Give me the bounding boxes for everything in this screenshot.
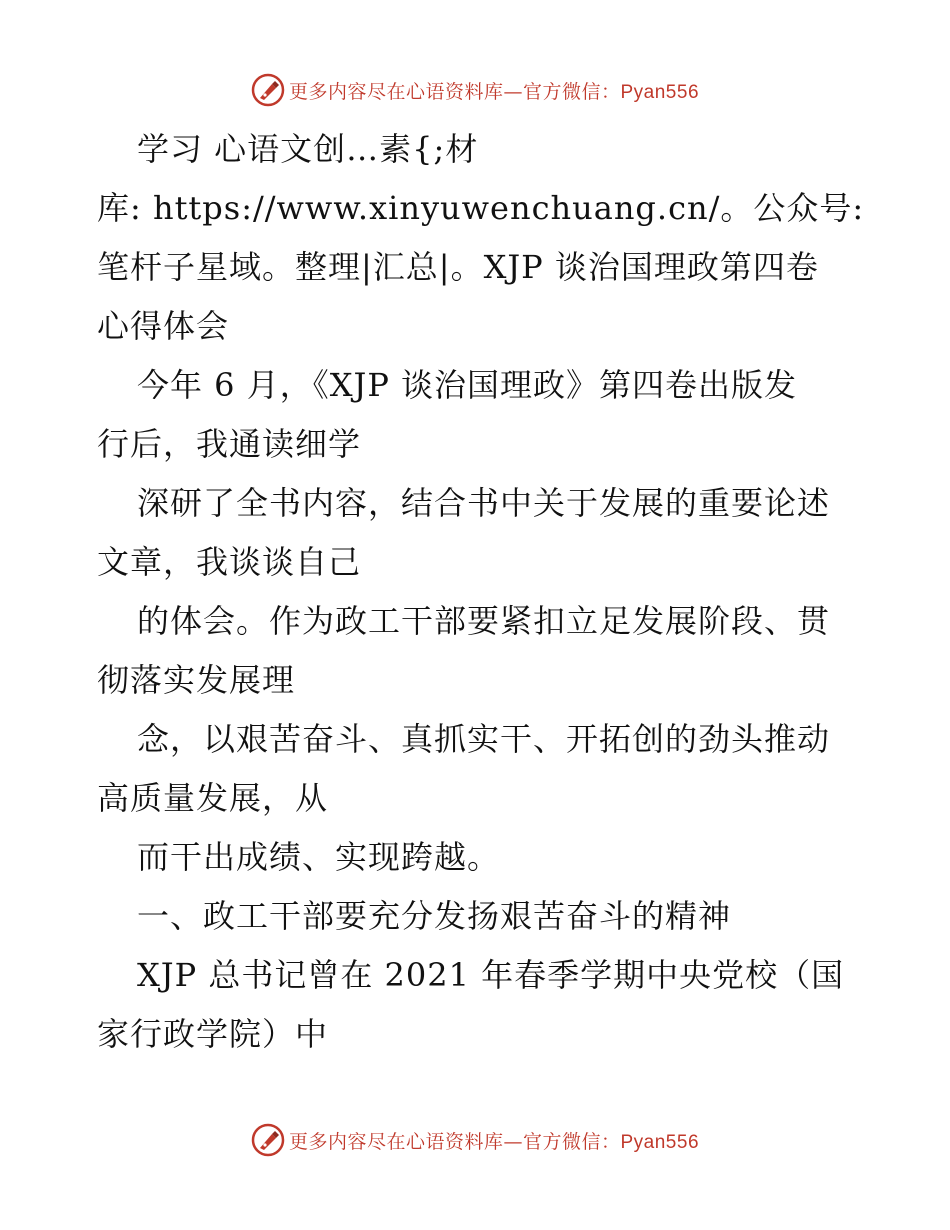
body-text-line: 家行政学院）中 [97, 1015, 329, 1053]
watermark-wechat-id: Pyan556 [620, 81, 700, 103]
pen-nib-logo-icon [251, 73, 285, 107]
watermark-text: 更多内容尽在心语资料库—官方微信：Pyan556 [288, 1130, 700, 1153]
body-text-line: 库: https://www.xinyuwenchuang.cn/。公众号: [97, 189, 865, 227]
body-text-line: 的体会。作为政工干部要紧扣立足发展阶段、贯 [137, 602, 831, 640]
header-watermark [0, 72, 950, 108]
body-text-line: 念，以艰苦奋斗、真抓实干、开拓创的劲头推动 [137, 720, 831, 758]
body-text-line: 今年 6 月，《XJP 谈治国理政》第四卷出版发 [137, 366, 798, 404]
body-text-line: 心得体会 [97, 307, 230, 345]
body-text-line: 学习 心语文创…素{;材 [137, 130, 479, 168]
body-text-line: 而干出成绩、实现跨越。 [137, 838, 501, 876]
document-body [97, 120, 865, 1064]
body-text-line: 笔杆子星域。整理|汇总|。XJP 谈治国理政第四卷 [97, 248, 819, 286]
footer-watermark [0, 1122, 950, 1158]
body-text-line: 高质量发展，从 [97, 779, 329, 817]
body-text-line: 一、政工干部要充分发扬艰苦奋斗的精神 [137, 897, 732, 935]
watermark-wechat-id: Pyan556 [620, 1131, 700, 1153]
body-text-line: 深研了全书内容，结合书中关于发展的重要论述 [137, 484, 831, 522]
watermark-text: 更多内容尽在心语资料库—官方微信：Pyan556 [288, 80, 700, 103]
body-text-line: 彻落实发展理 [97, 661, 296, 699]
body-text-line: 行后，我通读细学 [97, 425, 362, 463]
body-text-line: 文章，我谈谈自己 [97, 543, 362, 581]
pen-nib-logo-icon [251, 1123, 285, 1157]
body-text-line: XJP 总书记曾在 2021 年春季学期中央党校（国 [137, 956, 845, 994]
